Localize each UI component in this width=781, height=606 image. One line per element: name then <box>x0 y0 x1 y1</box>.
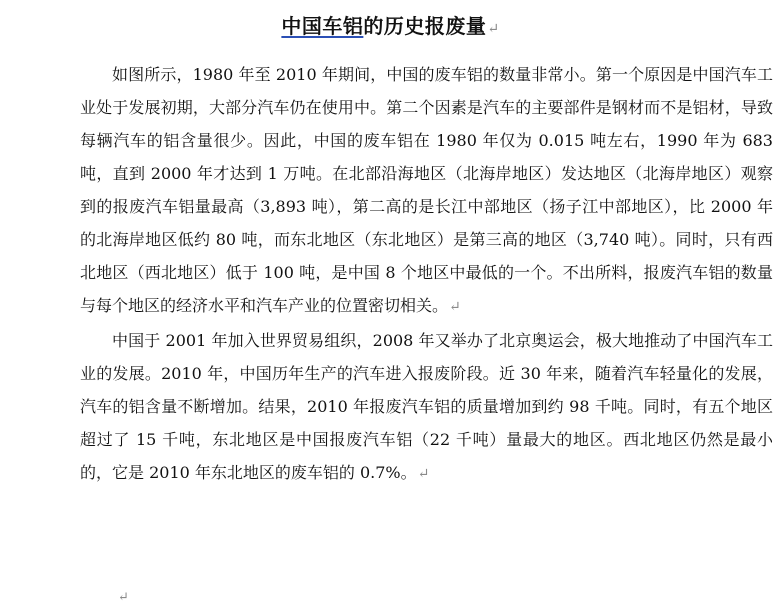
empty-paragraph-mark-icon: ↵ <box>118 590 129 605</box>
paragraph-2 <box>80 324 773 491</box>
paragraph-mark-icon: ↵ <box>449 299 461 315</box>
paragraph-1 <box>80 58 773 324</box>
paragraph-mark-icon: ↵ <box>487 21 500 37</box>
paragraph-2-text: 中国于 2001 年加入世界贸易组织，2008 年又举办了北京奥运会，极大地推动了中国汽车工业的发展。2010 年，中国历年生产的汽车进入报废阶段。近 30 年来，随着汽车轻量化的发展，汽车的铝含量不断增加。结果，2010 年报废汽车铝的质量增加到约 98 千吨。同时，有五个地区超过了 15 千吨，东北地区是中国报废汽车铝（22 千吨）量最大的地区。西北地区仍然是最小的，它是 2010 年东北地区的废车铝的 0.7%。 <box>80 331 773 482</box>
document-body[interactable] <box>80 58 773 491</box>
document-title <box>0 12 781 43</box>
paragraph-1-text: 如图所示，1980 年至 2010 年期间，中国的废车铝的数量非常小。第一个原因是中国汽车工业处于发展初期，大部分汽车仍在使用中。第二个因素是汽车的主要部件是钢材而不是铝材，导致每辆汽车的铝含量很少。因此，中国的废车铝在 1980 年仅为 0.015 吨左右，1990 年为 683 吨，直到 2000 年才达到 1 万吨。在北部沿海地区（北海岸地区）发达地区（北海岸地区）观察到的报废汽车铝量最高（3,893 吨），第二高的是长江中部地区（扬子江中部地区），比 2000 年的北海岸地区低约 80 吨，而东北地区（东北地区）是第三高的地区（3,740 吨）。同时，只有西北地区（西北地区）低于 100 吨，是中国 8 个地区中最低的一个。不出所料，报废汽车铝的数量与每个地区的经济水平和汽车产业的位置密切相关。 <box>80 65 773 315</box>
paragraph-mark-icon: ↵ <box>417 466 430 482</box>
title-underlined-text: 中国车铝 <box>281 14 364 38</box>
title-rest-text: 的历史报废量 <box>363 14 487 38</box>
